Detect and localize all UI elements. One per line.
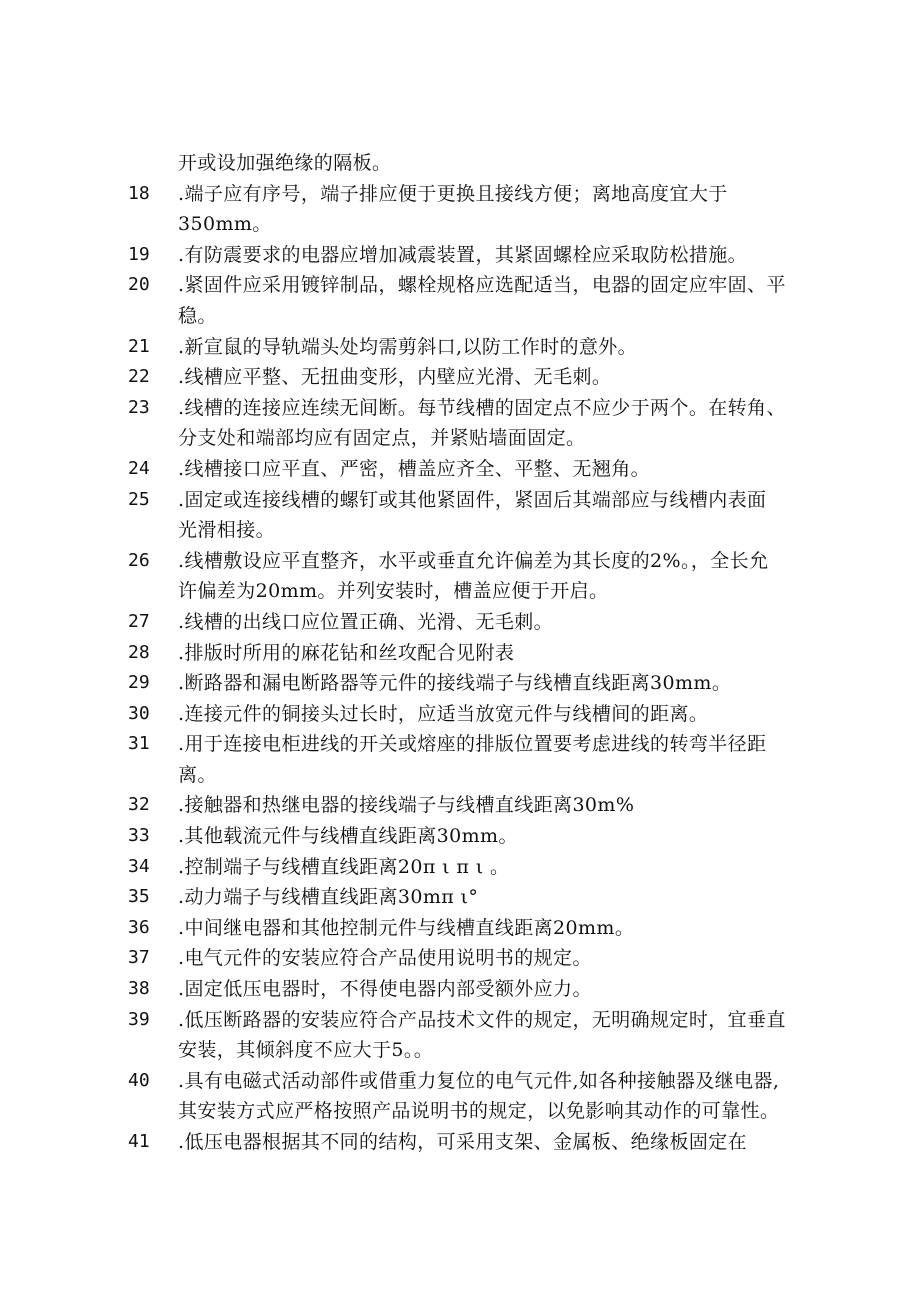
item-text: .断路器和漏电断路器等元件的接线端子与线槽直线距离30mm。 xyxy=(178,672,732,695)
item-number: 19 xyxy=(128,243,150,265)
item-number: 18 xyxy=(128,182,150,204)
item-number: 32 xyxy=(128,794,150,816)
item-text: 稳。 xyxy=(178,304,217,327)
item-text: .连接元件的铜接头过长时，应适当放宽元件与线槽间的距离。 xyxy=(178,702,709,725)
document-line xyxy=(128,362,858,393)
item-text: .线槽接口应平直、严密，槽盖应齐全、平整、无翘角。 xyxy=(178,457,651,480)
item-text: 安装，其倾斜度不应大于5。。 xyxy=(178,1039,434,1062)
item-text: .低压断路器的安装应符合产品技术文件的规定，无明确规定时，宜垂直 xyxy=(178,1008,786,1031)
item-number: 22 xyxy=(128,366,150,388)
document-line xyxy=(128,1035,858,1066)
document-line xyxy=(128,148,858,179)
document-line xyxy=(128,1066,858,1097)
document-line xyxy=(128,209,858,240)
item-text: .接触器和热继电器的接线端子与线槽直线距离30m% xyxy=(178,794,635,817)
document-line xyxy=(128,699,858,730)
item-number: 31 xyxy=(128,733,150,755)
item-text: .具有电磁式活动部件或借重力复位的电气元件,如各种接触器及继电器, xyxy=(178,1069,780,1092)
document-line xyxy=(128,607,858,638)
item-number: 34 xyxy=(128,855,150,877)
item-text: .其他载流元件与线槽直线距离30mm。 xyxy=(178,825,518,848)
document-line xyxy=(128,760,858,791)
item-text: .低压电器根据其不同的结构，可采用支架、金属板、绝缘板固定在 xyxy=(178,1131,748,1153)
item-text: 开或设加强绝缘的隔板。 xyxy=(178,152,392,174)
item-number: 26 xyxy=(128,549,150,571)
item-text: .动力端子与线槽直线距离30mπ ι° xyxy=(178,886,479,909)
item-text: 其安装方式应严格按照产品说明书的规定，以免影响其动作的可靠性。 xyxy=(178,1100,780,1123)
item-text: 离。 xyxy=(178,763,217,786)
item-number: 35 xyxy=(128,886,150,908)
document-line xyxy=(128,454,858,485)
item-text: .新宣鼠的导轨端头处均需剪斜口,以防工作时的意外。 xyxy=(178,335,638,358)
item-text: .线槽的连接应连续无间断。每节线槽的固定点不应少于两个。在转角、 xyxy=(178,396,786,419)
item-number: 38 xyxy=(128,978,150,1000)
item-text: 许偏差为20mm。并列安装时，槽盖应便于开启。 xyxy=(178,580,609,603)
item-text: .电气元件的安装应符合产品使用说明书的规定。 xyxy=(178,947,592,970)
item-text: .用于连接电柜进线的开关或熔座的排版位置要考虑进线的转弯半径距 xyxy=(178,733,767,756)
item-number: 21 xyxy=(128,335,150,357)
item-number: 24 xyxy=(128,457,150,479)
document-line xyxy=(128,301,858,332)
document-line xyxy=(128,270,858,301)
item-number: 20 xyxy=(128,274,150,296)
document-line xyxy=(128,821,858,852)
item-number: 23 xyxy=(128,396,150,418)
item-text: .中间继电器和其他控制元件与线槽直线距离20mm。 xyxy=(178,916,635,939)
item-text: .端子应有序号，端子排应便于更换且接线方便；离地高度宜大于 xyxy=(178,182,728,205)
item-number: 27 xyxy=(128,610,150,632)
document-line xyxy=(128,790,858,821)
document-line xyxy=(128,974,858,1005)
document-line xyxy=(128,546,858,577)
item-text: .线槽的出线口应位置正确、光滑、无毛刺。 xyxy=(178,610,554,633)
item-text: 光滑相接。 xyxy=(178,519,276,542)
document-line xyxy=(128,852,858,883)
document-line xyxy=(128,423,858,454)
document-line xyxy=(128,515,858,546)
document-body xyxy=(128,148,858,1158)
item-text: 350mm。 xyxy=(178,213,272,236)
document-line xyxy=(128,882,858,913)
item-number: 37 xyxy=(128,947,150,969)
document-line xyxy=(128,1096,858,1127)
document-line xyxy=(128,393,858,424)
item-text: .紧固件应采用镀锌制品，螺栓规格应选配适当，电器的固定应牢固、平 xyxy=(178,274,786,297)
item-number: 30 xyxy=(128,702,150,724)
item-text: .排版时所用的麻花钻和丝攻配合见附表 xyxy=(178,641,515,664)
document-line xyxy=(128,1005,858,1036)
document-line xyxy=(128,576,858,607)
item-text: .控制端子与线槽直线距离20π ι π ι 。 xyxy=(178,855,510,878)
item-text: .线槽敷设应平直整齐，水平或垂直允许偏差为其长度的2%。，全长允 xyxy=(178,549,769,572)
item-number: 39 xyxy=(128,1008,150,1030)
item-number: 41 xyxy=(128,1131,150,1152)
document-line xyxy=(128,1127,858,1158)
document-line xyxy=(128,485,858,516)
item-number: 28 xyxy=(128,641,150,663)
item-text: .有防震要求的电器应增加减震装置，其紧固螺栓应采取防松措施。 xyxy=(178,243,748,266)
item-text: 分支处和端部均应有固定点，并紧贴墙面固定。 xyxy=(178,427,586,450)
document-line xyxy=(128,729,858,760)
document-line xyxy=(128,668,858,699)
item-number: 29 xyxy=(128,672,150,694)
document-line xyxy=(128,913,858,944)
document-line xyxy=(128,638,858,669)
item-text: .线槽应平整、无扭曲变形，内壁应光滑、无毛刺。 xyxy=(178,366,612,389)
item-number: 25 xyxy=(128,488,150,510)
document-line xyxy=(128,179,858,210)
item-text: .固定低压电器时，不得使电器内部受额外应力。 xyxy=(178,978,592,1001)
document-line xyxy=(128,240,858,271)
item-number: 40 xyxy=(128,1069,150,1091)
item-number: 36 xyxy=(128,916,150,938)
item-number: 33 xyxy=(128,825,150,847)
item-text: .固定或连接线槽的螺钉或其他紧固件，紧固后其端部应与线槽内表面 xyxy=(178,488,767,511)
document-line xyxy=(128,332,858,363)
document-line xyxy=(128,943,858,974)
